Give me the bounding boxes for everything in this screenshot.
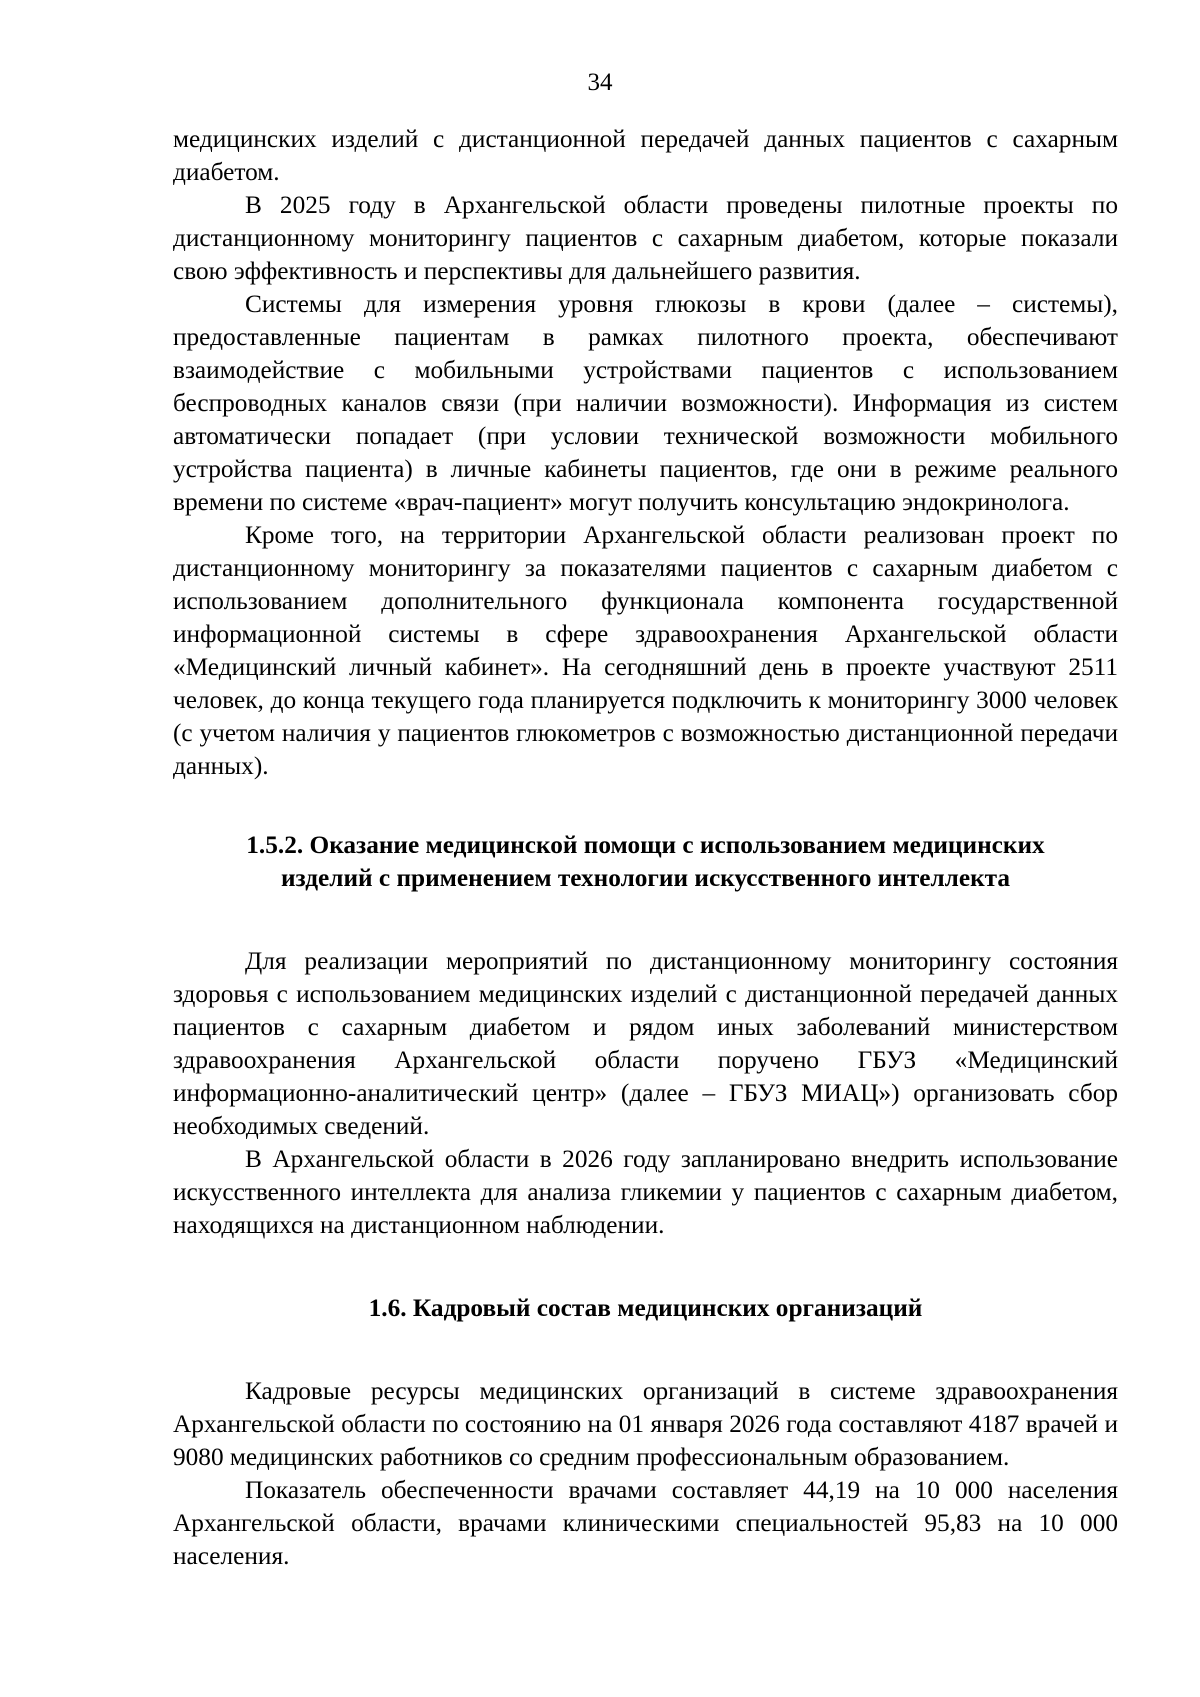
paragraph-doctor-ratio: Показатель обеспеченности врачами составляет 44,19 на 10 000 населения Архангельской области, врачами клиническими специальностей 95,83 на 10 000 населения.	[173, 1476, 1118, 1570]
paragraph-pilot-projects: В 2025 году в Архангельской области проведены пилотные проекты по дистанционному мониторингу пациентов с сахарным диабетом, которые показали свою эффективность и перспективы для дальнейшего развития.	[173, 191, 1118, 285]
section-heading-1-6: 1.6. Кадровый состав медицинских организаций	[368, 1294, 923, 1322]
paragraph-continuation: медицинских изделий с дистанционной передачей данных пациентов с сахарным диабетом.	[173, 125, 1118, 186]
paragraph-ai-2026: В Архангельской области в 2026 году запланировано внедрить использование искусственного интеллекта для анализа гликемии у пациентов с сахарным диабетом, находящихся на дистанционном наблюдении.	[173, 1145, 1118, 1239]
section-heading-1-5-2	[173, 829, 1118, 895]
paragraph-remote-monitoring-measures: Для реализации мероприятий по дистанционному мониторингу состояния здоровья с использованием медицинских изделий с дистанционной передачей данных пациентов с сахарным диабетом и рядом иных заболеваний министерством здравоохранения Архангельской области поручено ГБУЗ «Медицинский информационно-аналитический центр» (далее – ГБУЗ МИАЦ») организовать сбор необходимых сведений.	[173, 947, 1118, 1140]
paragraph-monitoring-project: Кроме того, на территории Архангельской области реализован проект по дистанционному мониторингу за показателями пациентов с сахарным диабетом с использованием дополнительного функционала компонента государственной информационной системы в сфере здравоохранения Архангельской области «Медицинский личный кабинет». На сегодняшний день в проекте участвуют 2511 человек, до конца текущего года планируется подключить к мониторингу 3000 человек (с учетом наличия у пациентов глюкометров с возможностью дистанционной передачи данных).	[173, 521, 1118, 780]
paragraph-glucose-systems: Системы для измерения уровня глюкозы в крови (далее – системы), предоставленные пациентам в рамках пилотного проекта, обеспечивают взаимодействие с мобильными устройствами пациентов с использованием беспроводных каналов связи (при наличии возможности). Информация из систем автоматически попадает (при условии технической возможности мобильного устройства пациента) в личные кабинеты пациентов, где они в режиме реального времени по системе «врач-пациент» могут получить консультацию эндокринолога.	[173, 290, 1118, 516]
paragraph-staff-resources: Кадровые ресурсы медицинских организаций в системе здравоохранения Архангельской области по состоянию на 01 января 2026 года составляют 4187 врачей и 9080 медицинских работников со средним профессиональным образованием.	[173, 1377, 1118, 1471]
document-body	[173, 123, 1118, 1573]
section-heading-1-5-2-line1: 1.5.2. Оказание медицинской помощи с использованием медицинских	[246, 831, 1045, 859]
page-number: 34	[587, 69, 613, 96]
section-heading-1-5-2-line2: изделий с применением технологии искусственного интеллекта	[280, 864, 1011, 892]
